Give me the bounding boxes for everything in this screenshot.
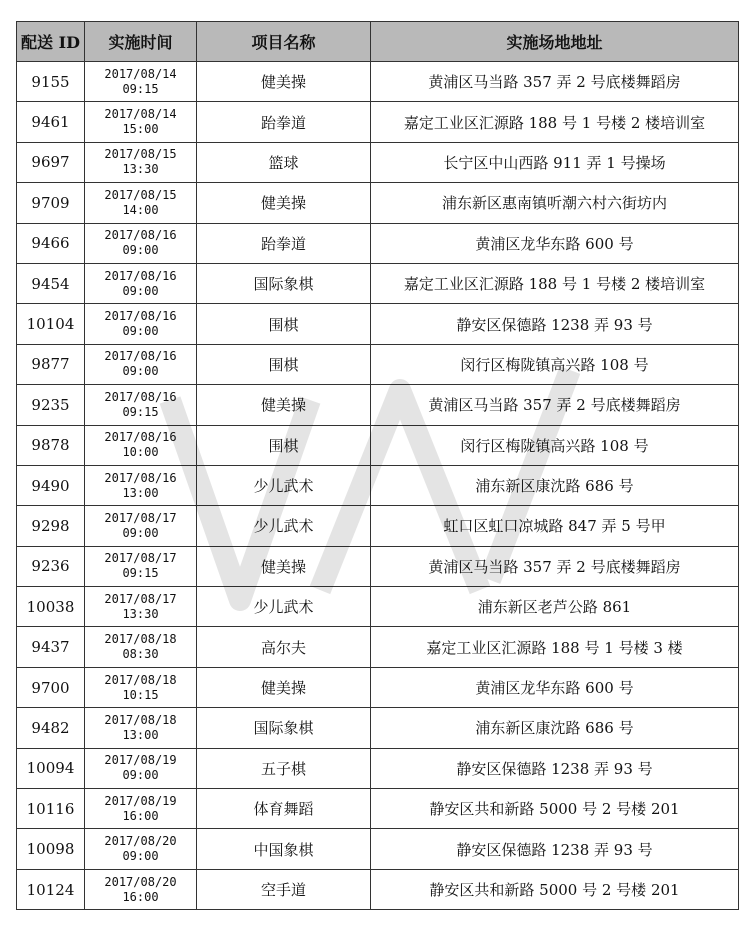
cell-time	[85, 789, 197, 829]
cell-id: 9466	[17, 223, 85, 263]
cell-address: 嘉定工业区汇源路 188 号 1 号楼 2 楼培训室	[371, 102, 739, 142]
table-body	[17, 62, 739, 910]
table-row	[17, 62, 739, 102]
cell-name: 少儿武术	[197, 465, 371, 505]
table-row	[17, 789, 739, 829]
cell-address: 黄浦区龙华东路 600 号	[371, 223, 739, 263]
cell-address: 黄浦区马当路 357 弄 2 号底楼舞蹈房	[371, 546, 739, 586]
cell-name: 中国象棋	[197, 829, 371, 869]
table-row	[17, 425, 739, 465]
cell-clock: 09:00	[122, 283, 159, 298]
header-name: 项目名称	[197, 22, 371, 62]
cell-date: 2017/08/15	[104, 187, 177, 202]
cell-time	[85, 465, 197, 505]
cell-clock: 14:00	[122, 202, 159, 217]
cell-clock: 13:00	[122, 727, 159, 742]
cell-date: 2017/08/16	[104, 430, 177, 445]
cell-name: 国际象棋	[197, 263, 371, 303]
cell-clock: 10:15	[122, 687, 159, 702]
cell-name: 跆拳道	[197, 223, 371, 263]
cell-clock: 08:30	[122, 647, 159, 662]
cell-time	[85, 667, 197, 707]
cell-address: 虹口区虹口凉城路 847 弄 5 号甲	[371, 506, 739, 546]
cell-time	[85, 708, 197, 748]
cell-time	[85, 102, 197, 142]
cell-address: 浦东新区康沈路 686 号	[371, 708, 739, 748]
schedule-table	[16, 21, 739, 910]
cell-name: 五子棋	[197, 748, 371, 788]
cell-address: 黄浦区马当路 357 弄 2 号底楼舞蹈房	[371, 385, 739, 425]
cell-name: 少儿武术	[197, 506, 371, 546]
cell-time	[85, 344, 197, 384]
cell-name: 健美操	[197, 546, 371, 586]
cell-address: 长宁区中山西路 911 弄 1 号操场	[371, 142, 739, 182]
cell-date: 2017/08/19	[104, 793, 177, 808]
cell-clock: 13:30	[122, 162, 159, 177]
table-row	[17, 344, 739, 384]
cell-id: 9709	[17, 183, 85, 223]
cell-time	[85, 142, 197, 182]
cell-address: 闵行区梅陇镇高兴路 108 号	[371, 344, 739, 384]
cell-time	[85, 425, 197, 465]
cell-address: 浦东新区惠南镇听潮六村六街坊内	[371, 183, 739, 223]
cell-address: 嘉定工业区汇源路 188 号 1 号楼 2 楼培训室	[371, 263, 739, 303]
cell-address: 静安区共和新路 5000 号 2 号楼 201	[371, 789, 739, 829]
cell-clock: 09:00	[122, 525, 159, 540]
cell-name: 健美操	[197, 385, 371, 425]
table-row	[17, 142, 739, 182]
cell-id: 9236	[17, 546, 85, 586]
table-row	[17, 506, 739, 546]
cell-date: 2017/08/18	[104, 632, 177, 647]
cell-address: 黄浦区龙华东路 600 号	[371, 667, 739, 707]
cell-clock: 09:00	[122, 243, 159, 258]
table-row	[17, 708, 739, 748]
cell-clock: 13:30	[122, 606, 159, 621]
cell-date: 2017/08/17	[104, 591, 177, 606]
table-row	[17, 102, 739, 142]
cell-name: 少儿武术	[197, 587, 371, 627]
table-row	[17, 223, 739, 263]
cell-date: 2017/08/16	[104, 268, 177, 283]
cell-address: 静安区保德路 1238 弄 93 号	[371, 829, 739, 869]
cell-address: 闵行区梅陇镇高兴路 108 号	[371, 425, 739, 465]
cell-date: 2017/08/18	[104, 712, 177, 727]
cell-name: 健美操	[197, 62, 371, 102]
cell-date: 2017/08/14	[104, 66, 177, 81]
cell-id: 10116	[17, 789, 85, 829]
cell-clock: 15:00	[122, 122, 159, 137]
table-row	[17, 304, 739, 344]
cell-name: 围棋	[197, 344, 371, 384]
cell-time	[85, 62, 197, 102]
cell-id: 9155	[17, 62, 85, 102]
cell-id: 10104	[17, 304, 85, 344]
cell-address: 浦东新区老芦公路 861	[371, 587, 739, 627]
cell-name: 篮球	[197, 142, 371, 182]
cell-clock: 16:00	[122, 808, 159, 823]
cell-address: 静安区保德路 1238 弄 93 号	[371, 748, 739, 788]
cell-clock: 09:00	[122, 849, 159, 864]
cell-id: 9877	[17, 344, 85, 384]
cell-id: 9482	[17, 708, 85, 748]
header-row	[17, 22, 739, 62]
cell-id: 9490	[17, 465, 85, 505]
cell-date: 2017/08/16	[104, 470, 177, 485]
table-row	[17, 546, 739, 586]
cell-clock: 09:15	[122, 404, 159, 419]
table-row	[17, 829, 739, 869]
cell-date: 2017/08/16	[104, 389, 177, 404]
cell-time	[85, 263, 197, 303]
cell-id: 9437	[17, 627, 85, 667]
cell-time	[85, 748, 197, 788]
cell-clock: 09:00	[122, 324, 159, 339]
cell-address: 静安区共和新路 5000 号 2 号楼 201	[371, 869, 739, 909]
cell-name: 高尔夫	[197, 627, 371, 667]
cell-time	[85, 546, 197, 586]
cell-date: 2017/08/17	[104, 551, 177, 566]
cell-id: 9298	[17, 506, 85, 546]
cell-clock: 09:00	[122, 364, 159, 379]
cell-id: 9235	[17, 385, 85, 425]
cell-name: 国际象棋	[197, 708, 371, 748]
table-header	[17, 22, 739, 62]
cell-date: 2017/08/16	[104, 309, 177, 324]
cell-time	[85, 183, 197, 223]
cell-clock: 09:15	[122, 566, 159, 581]
cell-name: 健美操	[197, 183, 371, 223]
header-address: 实施场地地址	[371, 22, 739, 62]
cell-date: 2017/08/20	[104, 834, 177, 849]
cell-name: 跆拳道	[197, 102, 371, 142]
cell-name: 体育舞蹈	[197, 789, 371, 829]
cell-time	[85, 385, 197, 425]
table-row	[17, 667, 739, 707]
cell-date: 2017/08/20	[104, 874, 177, 889]
cell-clock: 09:15	[122, 81, 159, 96]
cell-id: 9878	[17, 425, 85, 465]
header-id: 配送 ID	[17, 22, 85, 62]
table-row	[17, 587, 739, 627]
cell-name: 健美操	[197, 667, 371, 707]
cell-date: 2017/08/14	[104, 107, 177, 122]
cell-address: 静安区保德路 1238 弄 93 号	[371, 304, 739, 344]
cell-date: 2017/08/15	[104, 147, 177, 162]
cell-date: 2017/08/16	[104, 228, 177, 243]
cell-time	[85, 869, 197, 909]
cell-time	[85, 829, 197, 869]
table-row	[17, 183, 739, 223]
cell-time	[85, 627, 197, 667]
cell-name: 围棋	[197, 425, 371, 465]
cell-id: 10094	[17, 748, 85, 788]
cell-id: 9700	[17, 667, 85, 707]
cell-date: 2017/08/16	[104, 349, 177, 364]
cell-id: 10038	[17, 587, 85, 627]
table-row	[17, 465, 739, 505]
cell-name: 空手道	[197, 869, 371, 909]
table-row	[17, 627, 739, 667]
cell-time	[85, 506, 197, 546]
cell-id: 10098	[17, 829, 85, 869]
cell-date: 2017/08/18	[104, 672, 177, 687]
cell-time	[85, 304, 197, 344]
cell-date: 2017/08/17	[104, 510, 177, 525]
cell-address: 嘉定工业区汇源路 188 号 1 号楼 3 楼	[371, 627, 739, 667]
table-row	[17, 748, 739, 788]
cell-clock: 13:00	[122, 485, 159, 500]
cell-name: 围棋	[197, 304, 371, 344]
table-row	[17, 869, 739, 909]
table-row	[17, 263, 739, 303]
cell-id: 9697	[17, 142, 85, 182]
cell-date: 2017/08/19	[104, 753, 177, 768]
cell-time	[85, 223, 197, 263]
cell-id: 10124	[17, 869, 85, 909]
cell-clock: 10:00	[122, 445, 159, 460]
cell-id: 9461	[17, 102, 85, 142]
cell-address: 浦东新区康沈路 686 号	[371, 465, 739, 505]
cell-clock: 09:00	[122, 768, 159, 783]
cell-clock: 16:00	[122, 889, 159, 904]
cell-address: 黄浦区马当路 357 弄 2 号底楼舞蹈房	[371, 62, 739, 102]
header-time: 实施时间	[85, 22, 197, 62]
cell-time	[85, 587, 197, 627]
table-row	[17, 385, 739, 425]
cell-id: 9454	[17, 263, 85, 303]
